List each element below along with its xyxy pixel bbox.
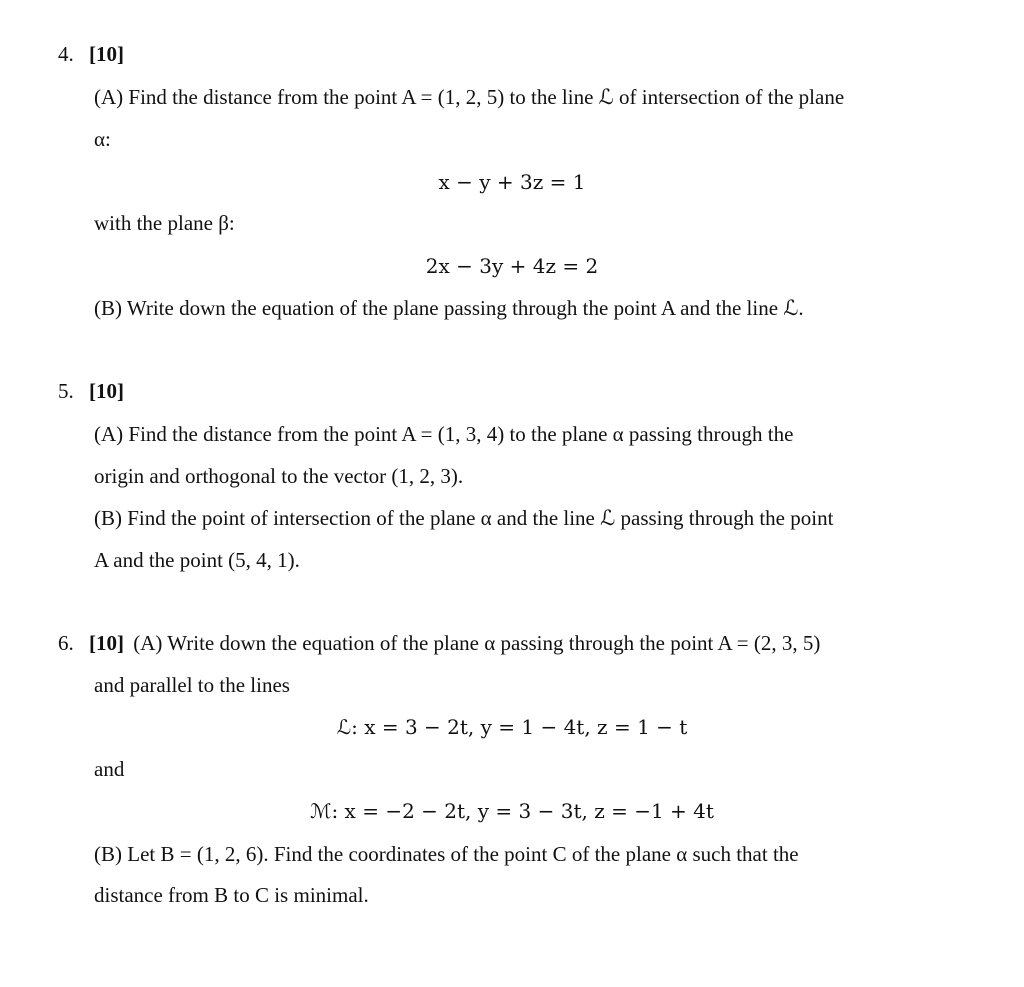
problem-6-equation-line-L: ℒ: x = 3 − 2t, y = 1 − 4t, z = 1 − t <box>336 715 688 739</box>
problem-4-header <box>58 44 124 65</box>
problem-4-equation-beta: 2x − 3y + 4z = 2 <box>425 254 599 278</box>
problem-6-part-b-line-1: (B) Let B = (1, 2, 6). Find the coordinates of the point C of the plane α such that the <box>94 842 799 866</box>
problem-5-part-b-line-2: A and the point (5, 4, 1). <box>94 548 300 572</box>
problem-6-number: 6. <box>58 631 74 655</box>
problem-5-number: 5. <box>58 379 74 403</box>
problem-6-part-a-line-3: and <box>94 757 125 781</box>
problem-6-equation-line-M: ℳ: x = −2 − 2t, y = 3 − 3t, z = −1 + 4t <box>310 799 714 823</box>
problem-5-points: [10] <box>89 379 124 403</box>
problem-6-part-b-line-2: distance from B to C is minimal. <box>94 883 369 907</box>
problem-4-part-b-line-1: (B) Write down the equation of the plane passing through the point A and the line ℒ. <box>94 296 804 320</box>
problem-5-part-b-line-1: (B) Find the point of intersection of the plane α and the line ℒ passing through the point <box>94 506 834 530</box>
problem-5-header <box>58 381 124 402</box>
problem-5-part-a-line-2: origin and orthogonal to the vector (1, 2, 3). <box>94 464 464 488</box>
problem-4-points: [10] <box>89 42 124 66</box>
problem-4-equation-alpha: x − y + 3z = 1 <box>438 170 586 194</box>
problem-6-part-a-line-2: and parallel to the lines <box>94 673 290 697</box>
problem-5-part-a-line-1: (A) Find the distance from the point A = (1, 3, 4) to the plane α passing through the <box>94 422 794 446</box>
problem-4-part-a-line-2: α: <box>94 127 111 151</box>
problem-4-part-a-line-1: (A) Find the distance from the point A = (1, 2, 5) to the line ℒ of intersection of the plane <box>94 85 845 109</box>
problem-4-part-a-line-3: with the plane β: <box>94 211 235 235</box>
problem-6-part-a-line-1: (A) Write down the equation of the plane α passing through the point A = (2, 3, 5) <box>133 631 821 655</box>
problem-6-header <box>58 633 820 654</box>
problem-6-points: [10] <box>89 631 124 655</box>
problem-4-number: 4. <box>58 42 74 66</box>
